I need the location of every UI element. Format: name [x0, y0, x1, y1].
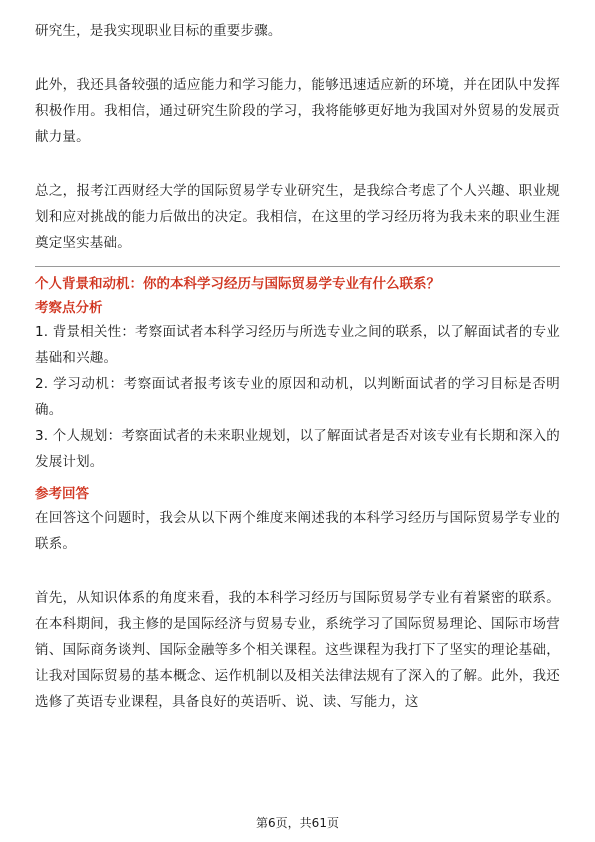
answer-paragraph-1: 在回答这个问题时，我会从以下两个维度来阐述我的本科学习经历与国际贸易学专业的联系。: [35, 510, 560, 552]
analysis-item-3: 3. 个人规划：考察面试者的未来职业规划，以了解面试者是否对该专业有长期和深入的发展计划。: [35, 428, 560, 470]
intro-paragraph-3: 总之，报考江西财经大学的国际贸易学专业研究生，是我综合考虑了个人兴趣、职业规划和应对挑战的能力后做出的决定。我相信，在这里的学习经历将为我未来的职业生涯奠定坚实基础。: [35, 183, 560, 251]
answer-paragraph-2: 首先，从知识体系的角度来看，我的本科学习经历与国际贸易学专业有着紧密的联系。在本科期间，我主修的是国际经济与贸易专业，系统学习了国际贸易理论、国际市场营销、国际商务谈判、国际金融等多个相关课程。这些课程为我打下了坚实的理论基础，让我对国际贸易的基本概念、运作机制以及相关法律法规有了深入的了解。此外，我还选修了英语专业课程，具备良好的英语听、说、读、写能力，这: [35, 590, 560, 710]
intro-paragraph-1: 研究生，是我实现职业目标的重要步骤。: [35, 23, 282, 39]
analysis-item-1: 1. 背景相关性：考察面试者本科学习经历与所选专业之间的联系，以了解面试者的专业基础和兴趣。: [35, 324, 560, 366]
answer-heading: 参考回答: [35, 486, 89, 502]
document-body: [35, 18, 560, 715]
intro-paragraph-2: 此外，我还具备较强的适应能力和学习能力，能够迅速适应新的环境，并在团队中发挥积极作用。我相信，通过研究生阶段的学习，我将能够更好地为我国对外贸易的发展贡献力量。: [35, 77, 560, 145]
analysis-item-2: 2. 学习动机：考察面试者报考该专业的原因和动机，以判断面试者的学习目标是否明确。: [35, 376, 560, 418]
analysis-heading: 考察点分析: [35, 300, 103, 316]
page-number-footer: 第6页，共61页: [256, 816, 339, 830]
interview-question: 个人背景和动机：你的本科学习经历与国际贸易学专业有什么联系？: [35, 276, 440, 292]
section-divider: [35, 266, 560, 267]
